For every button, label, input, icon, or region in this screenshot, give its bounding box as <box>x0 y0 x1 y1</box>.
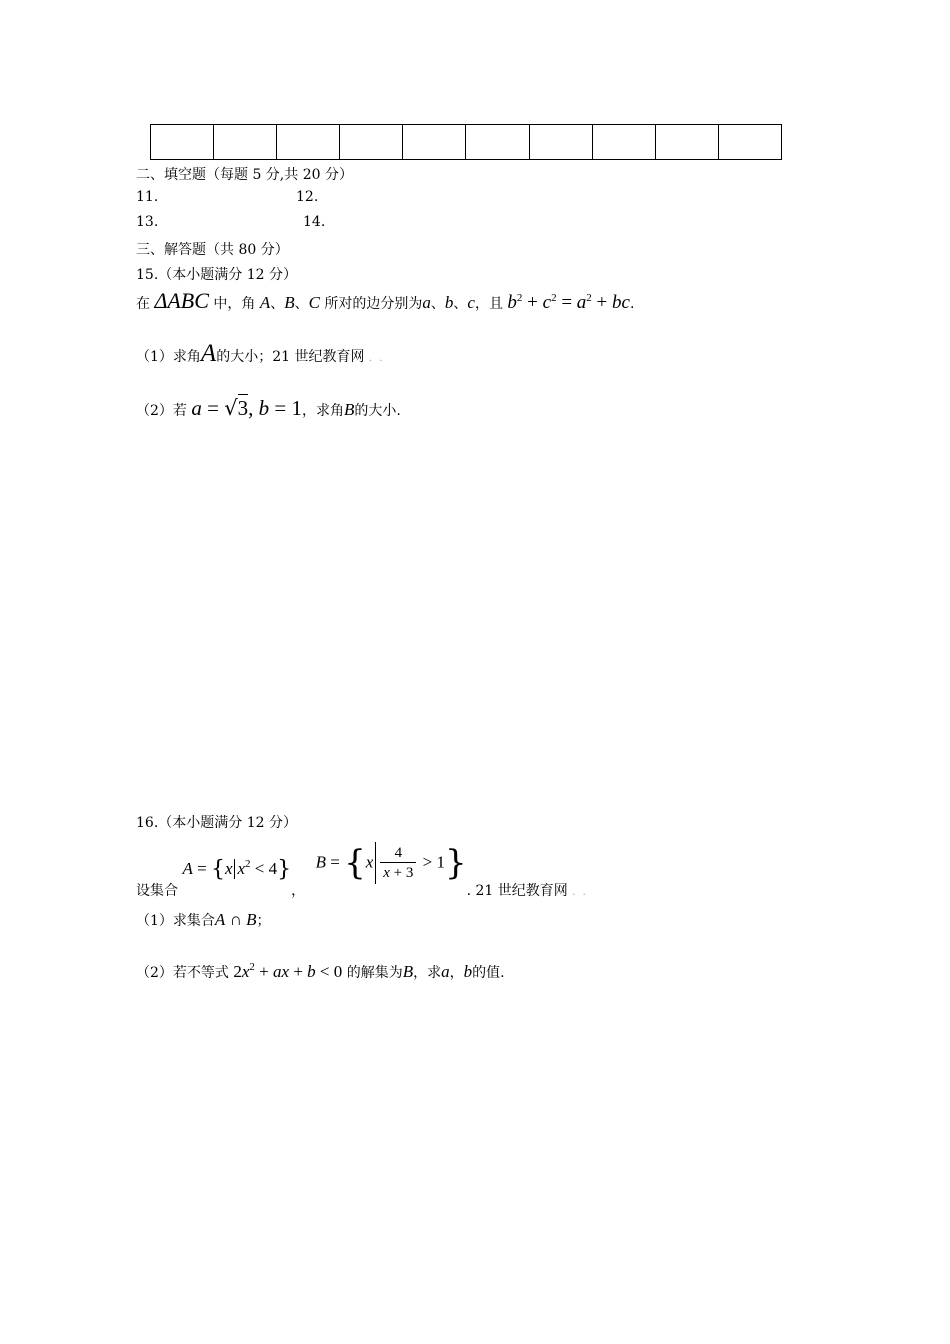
eq-equals: = <box>556 292 577 313</box>
sub2-text: 的大小. <box>354 403 401 419</box>
answer-cell[interactable] <box>655 125 718 160</box>
var-B: B <box>343 400 355 419</box>
cap-symbol: ∩ <box>225 910 247 929</box>
var-B: B <box>284 293 295 312</box>
semicolon: ； <box>256 913 271 929</box>
sub2-text: （2）若不等式 <box>136 965 229 981</box>
eq-b: b <box>507 292 517 313</box>
answer-table <box>150 124 782 160</box>
sub2-text: ，求 <box>413 965 442 981</box>
intersection-expr <box>215 910 257 930</box>
var-x: x <box>365 852 374 872</box>
separator: 、 <box>294 296 309 312</box>
set-bar <box>375 842 376 884</box>
exponent: 2 <box>516 292 523 304</box>
statement-text: ，且 <box>474 296 503 312</box>
eq-equals: = <box>325 852 345 872</box>
var-c: c <box>467 293 475 312</box>
eq-c: c <box>542 292 552 313</box>
var-B: B <box>246 910 257 929</box>
watermark-dots: . . <box>572 886 588 898</box>
inequality: > 1 <box>418 852 445 872</box>
given-values <box>191 394 302 420</box>
separator: 、 <box>430 296 445 312</box>
problem16-sub2 <box>136 962 505 982</box>
problem15-statement <box>136 288 634 314</box>
denominator-rest: + 3 <box>389 864 414 881</box>
question-11-label: 11. <box>136 189 159 205</box>
sub2-text: ，求角 <box>301 403 344 419</box>
brace-open: { <box>210 856 225 882</box>
statement-text: 中，角 <box>213 296 256 312</box>
var-b: b <box>258 396 270 420</box>
answer-cell[interactable] <box>403 125 466 160</box>
period: . <box>629 296 635 312</box>
answer-cell[interactable] <box>340 125 403 160</box>
answer-cell[interactable] <box>529 125 592 160</box>
sub1-text: 的大小；21 世纪教育网 <box>216 349 365 365</box>
var-A: A <box>214 910 226 929</box>
triangle-abc: ΔABC <box>154 288 209 313</box>
var-a: a <box>422 293 431 312</box>
problem16-title: 16.（本小题满分 12 分） <box>136 815 297 831</box>
var-B: B <box>402 962 414 981</box>
sub2-text: 的值. <box>472 965 505 981</box>
inequality: < 0 <box>315 962 343 981</box>
sub2-text: 的解集为 <box>346 965 403 981</box>
brace-open: { <box>344 843 366 883</box>
answer-cell[interactable] <box>718 125 781 160</box>
set-A-definition <box>182 857 291 882</box>
plus: + <box>289 962 308 981</box>
sqrt-radicand: 3 <box>237 396 249 420</box>
sub1-text: （1）求角 <box>136 349 201 365</box>
eq-plus: + <box>522 292 543 313</box>
sub2-text: （2）若 <box>136 403 187 419</box>
comma: , <box>248 396 259 420</box>
equation-side-relation <box>507 291 630 313</box>
eq-equals: = <box>201 396 225 420</box>
statement-text: 所对的边分别为 <box>324 296 423 312</box>
sub1-text: （1）求集合 <box>136 913 215 929</box>
answer-cell[interactable] <box>592 125 655 160</box>
answer-cell[interactable] <box>214 125 277 160</box>
sqrt-sign: √ <box>224 396 238 420</box>
brace-close: } <box>277 856 292 882</box>
exponent: 2 <box>249 961 255 973</box>
section3-heading: 三、解答题（共 80 分） <box>136 242 289 258</box>
var-b: b <box>307 962 316 981</box>
brace-close: } <box>444 843 467 883</box>
answer-cell[interactable] <box>466 125 529 160</box>
inequality: < 4 <box>250 858 278 878</box>
eq-plus: + <box>591 292 612 313</box>
var-b: b <box>463 962 473 981</box>
var-x: x <box>241 962 250 981</box>
plus: + <box>254 962 274 981</box>
eq-a: a <box>576 292 587 313</box>
fraction-denominator <box>380 863 416 882</box>
watermark-dots: . . <box>368 353 385 364</box>
problem16-statement <box>136 842 588 899</box>
answer-cell[interactable] <box>277 125 340 160</box>
eq-equals: = <box>269 396 292 420</box>
term-ax: ax <box>273 962 290 981</box>
problem15-sub2 <box>136 396 401 421</box>
exponent: 2 <box>586 292 592 304</box>
eq-bc: bc <box>612 292 630 313</box>
separator: 、 <box>453 296 468 312</box>
set-B-definition <box>316 842 467 884</box>
var-b: b <box>444 293 454 312</box>
question-13-label: 13. <box>136 214 159 230</box>
problem15-title: 15.（本小题满分 12 分） <box>136 267 297 283</box>
set-bar <box>234 859 235 879</box>
section2-heading: 二、填空题（每题 5 分,共 20 分） <box>136 167 353 183</box>
var-A-large: A <box>200 340 217 367</box>
fraction <box>380 845 416 882</box>
exponent: 2 <box>551 292 557 304</box>
statement-text: 在 <box>136 296 150 312</box>
var-x: x <box>224 858 233 878</box>
question-12-label: 12. <box>296 189 319 205</box>
var-A: A <box>182 858 193 878</box>
var-x: x <box>383 864 390 881</box>
statement-text: . 21 世纪教育网 <box>466 882 568 899</box>
var-A: A <box>259 293 271 312</box>
exponent: 2 <box>245 857 251 870</box>
var-a: a <box>441 962 450 981</box>
var-C: C <box>308 293 320 312</box>
separator: ， <box>449 965 464 981</box>
statement-text: 设集合 <box>136 882 178 899</box>
problem16-sub1 <box>136 910 270 930</box>
var-B: B <box>315 852 326 872</box>
eq-equals: = <box>192 858 211 878</box>
comma: ， <box>291 882 306 899</box>
var-x: x <box>237 858 246 878</box>
answer-table-row <box>151 125 782 160</box>
answer-cell[interactable] <box>151 125 214 160</box>
inequality-expr <box>233 962 342 982</box>
value-one: 1 <box>291 396 302 420</box>
fraction-numerator: 4 <box>380 845 416 863</box>
separator: 、 <box>270 296 285 312</box>
question-14-label: 14. <box>303 214 326 230</box>
coef-two: 2 <box>233 962 242 981</box>
problem15-sub1 <box>136 340 384 368</box>
var-a: a <box>191 396 202 420</box>
